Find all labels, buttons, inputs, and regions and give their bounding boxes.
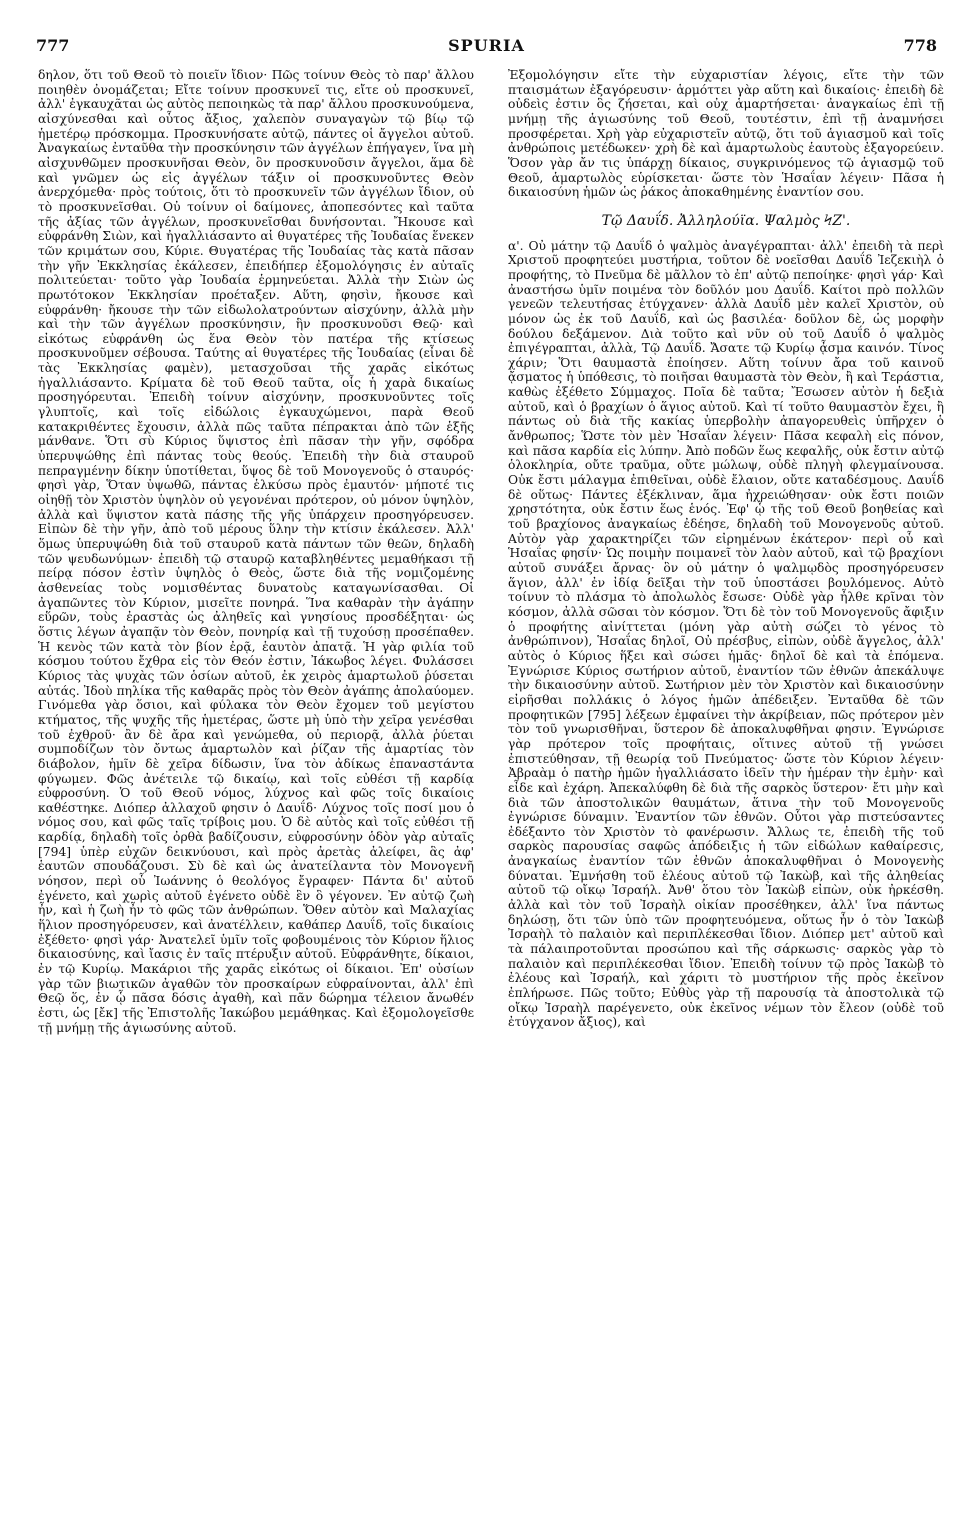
left-column xyxy=(38,68,474,1518)
right-column xyxy=(508,68,944,1518)
right-page-number: 778 xyxy=(903,36,937,55)
left-column-text: δηλον, ὅτι τοῦ Θεοῦ τὸ ποιεῖν ἴδιον· Πῶς τοίνυν Θεὸς τὸ παρ' ἄλλου ποιηθὲν ὀνομάζεται; Εἴτε τοίνυν προσκυνεῖ τις, εἴτε οὐ προσκυνεῖ, ἀλλ' ἐγκαυχᾶται ὡς αὐτὸς πεποιηκὼς τὰ παρ' ἄλλου προσκυνούμενα, αἰσχύνεσθαι καὶ οὗτος ἄξιος, χαλεπὸν συναγαγὼν τῷ βίῳ τῷ ἡμετέρῳ πρόσκομμα. Προσκυνήσατε αὐτῷ, πάντες οἱ ἄγγελοι αὐτοῦ. Ἀναγκαίως ἐνταῦθα τὴν προσκύνησιν τῶν ἀγγέλων ἐπήγαγεν, ἵνα μὴ αἰσχυνθῶμεν προσκυνῆσαι Θεὸν, ὃν προσκυνοῦσιν ἄγγελοι, ἅμα δὲ καὶ γνῶμεν ὡς εἰς ἀγγέλων τάξιν οἱ προσκυνοῦντες Θεὸν ἀνερχόμεθα· πρὸς τούτοις, ὅτι τὸ προσκυνεῖν τῶν ἀγγέλων ἴδιον, οὐ τὸ προσκυνεῖσθαι. Οὐ τοίνυν οἱ δαίμονες, ἀποπεσόντες καὶ ταῦτα τῆς ἀξίας τῶν ἀγγέλων, προσκυνεῖσθαι δυνήσονται. Ἤκουσε καὶ εὐφράνθη Σιὼν, καὶ ἠγαλλιάσαντο αἱ θυγατέρες τῆς Ἰουδαίας ἕνεκεν τῶν κριμάτων σου, Κύριε. Θυγατέρας τῆς Ἰουδαίας τὰς κατὰ πᾶσαν τὴν γῆν Ἐκκλησίας ἐκάλεσεν, ἐπειδήπερ ἐξομολόγησις ἐν αὐταῖς πολιτεύεται· τοῦτο γὰρ Ἰουδαία ἑρμηνεύεται. Ἀλλὰ τὴν Σιὼν ὡς πρωτότοκον Ἐκκλησίαν προέταξεν. Αὕτη, φησὶν, ἤκουσε καὶ εὐφράνθη· ἤκουσε τὴν τῶν εἰδωλολατρούντων αἰσχύνην, ἀλλὰ μὴν καὶ τὴν τῶν ἀγγέλων προσκύνησιν, ἣν προσκυνοῦσι Θεῷ· καὶ εἰκότως εὐφράνθη ὡς ἕνα Θεὸν τὸν πατέρα τῆς κτίσεως προσκυνοῦμεν σέβουσα. Ταύτης αἱ θυγατέρες τῆς Ἰουδαίας (εἶναι δὲ τὰς Ἐκκλησίας φαμὲν), μετασχοῦσαι τῆς χαρᾶς εἰκότως ἠγαλλιάσαντο. Κρίματα δὲ τοῦ Θεοῦ ταῦτα, οἷς ἡ χαρὰ δικαίως προσηγόρευται. Ἐπειδὴ τοίνυν αἰσχύνην, προσκυνοῦντες τοῖς γλυπτοῖς, καὶ τοῖς εἰδώλοις ἐγκαυχώμενοι, παρὰ Θεοῦ κατακριθέντες ἔχουσιν, ἀλλὰ πῶς ταῦτα πέπρακται ἀπὸ τῶν ἑξῆς μάνθανε. Ὅτι σὺ Κύριος ὕψιστος ἐπὶ πᾶσαν τὴν γῆν, σφόδρα ὑπερυψώθης ἐπὶ πάντας τοὺς θεούς. Ἐπειδὴ τὴν διὰ σταυροῦ πεπραγμένην δίκην ὑποτίθεται, ὕψος δὲ τοῦ Μονογενοῦς ὁ σταυρός· φησὶ γὰρ, Ὅταν ὑψωθῶ, πάντας ἑλκύσω πρὸς ἐμαυτόν· μήποτέ τις οἰηθῇ τὸν Χριστὸν ὑψηλὸν οὐ γεγονέναι πρότερον, οὐ μόνον ὑψηλὸν, ἀλλὰ καὶ ὕψιστον κατὰ πάσης τῆς γῆς ὑπάρχειν προσηγόρευσεν. Εἰπὼν δὲ τὴν γῆν, ἀπὸ τοῦ μέρους ὕλην τὴν κτίσιν ἐκάλεσεν. Ἀλλ' ὅμως ὑπερυψώθη διὰ τοῦ σταυροῦ κατὰ πάντων τῶν θεῶν, δηλαδὴ τῶν ψευδωνύμων· ἐπειδὴ τῷ σταυρῷ καταβληθέντες μεμαθήκασι τῇ πείρᾳ πόσον ἐστὶν ὑψηλὸς ὁ Θεὸς, ὥστε διὰ τῆς νομιζομένης ἀσθενείας τοὺς νομισθέντας δυνατοὺς καταγωνίσασθαι. Οἱ ἀγαπῶντες τὸν Κύριον, μισεῖτε πονηρά. Ἵνα καθαρὰν τὴν ἀγάπην εὕρῶν, τοὺς ἐραστὰς ὡς ἀληθεῖς καὶ γνησίους προσδέξηται· ὡς ὅστις λέγων ἀγαπᾷν τὸν Θεὸν, πονηρίᾳ καὶ τῇ τυχούσῃ προσέπαθεν. Ἡ κενὸς τῶν κατὰ τὸν βίον ἐρᾷ, ἑαυτὸν ἀπατᾷ. Ἡ γὰρ φιλία τοῦ κόσμου τούτου ἔχθρα εἰς τὸν Θεόν ἐστιν, Ἰάκωβος λέγει. Φυλάσσει Κύριος τὰς ψυχὰς τῶν ὁσίων αὐτοῦ, ἐκ χειρὸς ἁμαρτωλοῦ ῥύσεται αὐτάς. Ἰδοὺ πηλίκα τῆς καθαρᾶς πρὸς τὸν Θεὸν ἀγάπης ἀπολαύομεν. Γινόμεθα γὰρ ὅσιοι, καὶ φύλακα τὸν Θεὸν ἔχομεν τοῦ μεγίστου κτήματος, τῆς ψυχῆς τῆς ἡμετέρας, ὥστε μὴ ὑπὸ τὴν χεῖρα γενέσθαι τοῦ ἐχθροῦ· ἂν δὲ ἄρα καὶ γενώμεθα, οὐ περιορᾷ, ἀλλὰ ῥύεται συμποδίζων τὸν ὄντως ἁμαρτωλὸν καὶ ῥίζαν τῆς ἁμαρτίας τὸν διάβολον, ἡμῖν δὲ χεῖρα δίδωσιν, ἵνα τὸν ἀδίκως ἐπαναστάντα φύγωμεν. Φῶς ἀνέτειλε τῷ δικαίῳ, καὶ τοῖς εὐθέσι τῇ καρδίᾳ εὐφροσύνη. Ὁ τοῦ Θεοῦ νόμος, λύχνος καὶ φῶς τοῖς δικαίοις καθέστηκε. Διόπερ ἀλλαχοῦ φησιν ὁ Δαυΐδ· Λύχνος τοῖς ποσί μου ὁ νόμος σου, καὶ φῶς ταῖς τρίβοις μου. Ὁ δὲ αὐτὸς καὶ τοῖς εὐθέσι τῇ καρδίᾳ, δηλαδὴ τοῖς ὀρθὰ βαδίζουσιν, εὐφροσύνην ὁδὸν γὰρ αὐταῖς [794] ὑπὲρ εὐχῶν δεικνύουσι, καὶ πρὸς ἀρετὰς ἀλείφει, ἃς ἀφ' ἑαυτῶν σπουδάζουσι. Σὺ δὲ καὶ ὡς ἀνατείλαντα τὸν Μονογενῆ νόησον, περὶ οὗ Ἰωάννης ὁ θεολόγος ἔγραφεν· Πάντα δι' αὐτοῦ ἐγένετο, καὶ χωρὶς αὐτοῦ ἐγένετο οὐδὲ ἓν ὃ γέγονεν. Ἐν αὐτῷ ζωὴ ἦν, καὶ ἡ ζωὴ ἦν τὸ φῶς τῶν ἀνθρώπων. Ὅθεν αὐτὸν καὶ Μαλαχίας ἥλιον προσηγόρευσεν, καὶ ἀνατέλλειν, καθάπερ Δαυΐδ, τοῖς δικαίοις ἐξέθετο· φησὶ γάρ· Ἀνατελεῖ ὑμῖν τοῖς φοβουμένοις τὸν Κύριον ἥλιος δικαιοσύνης, καὶ ἴασις ἐν ταῖς πτέρυξιν αὐτοῦ. Εὐφράνθητε, δίκαιοι, ἐν τῷ Κυρίῳ. Μακάριοι τῆς χαρᾶς εἰκότως οἱ δίκαιοι. Ἐπ' οὐσίων γὰρ τῶν βιωτικῶν ἀγαθῶν τὸν προσκαίρων εὐφραίνονται, ἀλλ' ἐπὶ Θεῷ ὅς, ἐν ᾧ πᾶσα δόσις ἀγαθὴ, καὶ πᾶν δώρημα τέλειον ἄνωθέν ἐστι, ὡς [ἔκ] τῆς Ἐπιστολῆς Ἰακώβου μεμάθηκας. Καὶ ἐξομολογεῖσθε τῇ μνήμῃ τῆς ἁγιωσύνης αὐτοῦ. xyxy=(38,68,474,1035)
running-title: SPURIA xyxy=(448,36,525,55)
psalm-title: Τῷ Δαυΐδ. Ἀλληλούϊα. Ψαλμὸς ϞΖ'. xyxy=(601,212,851,229)
left-page-number: 777 xyxy=(36,36,70,55)
page-header xyxy=(36,36,937,60)
right-column-text-2: α'. Οὐ μάτην τῷ Δαυΐδ ὁ ψαλμὸς ἀναγέγραπται· ἀλλ' ἐπειδὴ τὰ περὶ Χριστοῦ προφητεύει μυστήρια, τοῦτον δὲ νοεῖσθαι Δαυΐδ Ἰεζεκιὴλ ὁ προφήτης, τὸ Πνεῦμα δὲ μᾶλλον τὸ ἐπ' αὐτῷ πεποίηκε· φησὶ γάρ· Καὶ ἀναστήσω ὑμῖν ποιμένα τὸν δοῦλόν μου Δαυΐδ. Καίτοι πρὸ πολλῶν γενεῶν τελευτήσας ἐτύγχανεν· ἀλλὰ Δαυΐδ μὲν καλεῖ Χριστὸν, οὐ μόνον ὡς ἐκ τοῦ Δαυΐδ, καὶ ὡς βασιλέα· δοῦλον δὲ, ὡς μορφὴν δούλου δεξάμενον. Διὰ τοῦτο καὶ νῦν οὐ τοῦ Δαυΐδ ὁ ψαλμὸς ἐπιγέγραπται, ἀλλὰ, Τῷ Δαυΐδ. Ἄσατε τῷ Κυρίῳ ᾆσμα καινόν. Τίνος χάριν; Ὅτι θαυμαστὰ ἐποίησεν. Αὕτη τοίνυν ἄρα τοῦ καινοῦ ᾄσματος ἡ ὑπόθεσις, τὸ ποιῆσαι θαυμαστὰ τὸν Θεὸν, ἢ καὶ Τεράστια, καθὼς ἐξέθετο Σύμμαχος. Ποῖα δὲ ταῦτα; Ἔσωσεν αὐτὸν ἡ δεξιὰ αὐτοῦ, καὶ ὁ βραχίων ὁ ἅγιος αὐτοῦ. Καὶ τί τοῦτο θαυμαστὸν ἔχει, ἢ πάντως οὐ διὰ τῆς κακίας ὑπερβολὴν ἀπαγορευθεὶς ὑπῆρχεν ὁ ἄνθρωπος; Ὥστε τὸν μὲν Ἡσαΐαν λέγειν· Πᾶσα κεφαλὴ εἰς πόνον, καὶ πᾶσα καρδία εἰς λύπην. Ἀπὸ ποδῶν ἕως κεφαλῆς, οὐκ ἔστιν αὐτῷ ὁλοκληρία, οὔτε τραῦμα, οὔτε μώλωψ, οὐδὲ πληγὴ φλεγμαίνουσα. Οὐκ ἔστι μάλαγμα ἐπιθεῖναι, οὐδὲ ἔλαιον, οὔτε καταδέσμους. Δαυΐδ δὲ οὕτως· Πάντες ἐξέκλιναν, ἅμα ἠχρειώθησαν· οὐκ ἔστι ποιῶν χρηστότητα, οὐκ ἔστιν ἕως ἑνός. Ἐφ' ᾧ τῆς τοῦ Θεοῦ βοηθείας καὶ τοῦ βραχίονος ἀναγκαίως ἐδέησε, δηλαδὴ τοῦ Μονογενοῦς αὐτοῦ. Αὐτὸν γὰρ χαρακτηρίζει τῶν εἰρημένων ἑκάτερον· περὶ οὗ καὶ Ἡσαΐας φησίν· Ὡς ποιμὴν ποιμανεῖ τὸν λαὸν αὐτοῦ, καὶ τῷ βραχίονι αὐτοῦ συνάξει ἄρνας· ὃν οὐ μάτην ὁ ψαλμῳδὸς προσηγόρευσεν ἅγιον, ἀλλ' ἐν ἰδίᾳ δεῖξαι τὴν τοῦ ὑποστάσει βουλόμενος. Αὐτὸ τοίνυν τὸ πλάσμα τὸ ἀπολωλὸς ἔσωσε· Οὐδὲ γὰρ ἦλθε κρῖναι τὸν κόσμον, ἀλλὰ σῶσαι τὸν κόσμον. Ὅτι δὲ τὸν τοῦ Μονογενοῦς ἄφιξιν ὁ προφήτης αἰνίττεται (μόνη γὰρ αὐτὴ σώζει τὸ γένος τὸ ἀνθρώπινον), Ἡσαΐας δηλοῖ, Οὐ πρέσβυς, εἰπὼν, οὐδὲ ἄγγελος, ἀλλ' αὐτὸς ὁ Κύριος ἥξει καὶ σώσει ἡμᾶς· δηλοῖ δὲ καὶ τὰ ἑπόμενα. Ἐγνώρισε Κύριος σωτήριον αὐτοῦ, ἐναντίον τῶν ἐθνῶν ἀπεκάλυψε τὴν δικαιοσύνην αὐτοῦ. Σωτήριον μὲν τὸν Χριστὸν καὶ δικαιοσύνην εἰρῆσθαι πολλάκις ὁ λόγος ἡμῶν ἀπέδειξεν. Ἐνταῦθα δὲ τῶν προφητικῶν [795] λέξεων ἐμφαίνει τὴν ἀκρίβειαν, πῶς πρότερον μὲν τὸν τοῦ γνωρισθῆναι, ὕστερον δὲ ἀποκαλυφθῆναι φησιν. Ἐγνώρισε γὰρ πρότερον τοῖς προφήταις, οἵτινες αὐτοῦ τῇ γνώσει ἐπιστεύθησαν, τῇ θεωρίᾳ τοῦ Πνεύματος· ὥστε τὸν Κύριον λέγειν· Ἀβραὰμ ὁ πατὴρ ἡμῶν ἠγαλλιάσατο ἰδεῖν τὴν ἡμέραν τὴν ἐμὴν· καὶ εἶδε καὶ ἐχάρη. Ἀπεκαλύφθη δὲ διὰ τῆς σαρκὸς ὕστερον· ἔτι μὴν καὶ διὰ τῶν ἀποστολικῶν θαυμάτων, ἅτινα τὴν τοῦ Μονογενοῦς ἐγνώρισε δύναμιν. Ἐναντίον τῶν ἐθνῶν. Οὗτοι γὰρ πιστεύσαντες ἐδέξαντο τὸν Χριστὸν τὸ φανέρωσιν. Ἄλλως τε, ἐπειδὴ τῆς τοῦ σαρκὸς παρουσίας σαφῶς ἀπόδειξις ἡ τῶν εἰδώλων καθαίρεσις, ἀναγκαίως ἐναντίον τῶν ἐθνῶν ἀποκαλυφθῆναι ὁ Μονογενὴς δύναται. Ἐμνήσθη τοῦ ἐλέους αὐτοῦ τῷ Ἰακὼβ, καὶ τῆς ἀληθείας αὐτοῦ τῷ οἴκῳ Ἰσραήλ. Ἀνθ' ὅτου τὸν Ἰακὼβ εἰπὼν, οὐκ ἠρκέσθη. ἀλλὰ καὶ τὸν τοῦ Ἰσραὴλ οἰκίαν προσέθηκεν, ἀλλ' ἵνα πάντως δηλώσῃ, ὅτι τῶν ὑπὸ τῶν προφητευόμενα, οὕτως ἦν ὁ τὸν Ἰακὼβ Ἰσραὴλ τὸ παλαιὸν καὶ περιπλέκεσθαι ἴδιον. Διόπερ μετ' αὐτοῦ καὶ τὰ πάλαιπροτοῦνται προσώπου καὶ τῆς σάρκωσις· σαρκὸς γὰρ τὸ παλαιὸν καὶ περιπλέκεσθαι ἴδιον. Ἐπειδὴ τοίνυν τῷ πρὸς Ἰακὼβ τὸ ἐλέους καὶ Ἰσραήλ, καὶ χάριτι τὸ μυστήριον τῆς πρὸς ἐκεῖνον ἐπλήρωσε. Πῶς τοῦτο; Εὐθὺς γὰρ τῇ παρουσίᾳ τὰ ἀποστολικὰ τῷ οἴκῳ Ἰσραὴλ παρέγενετο, οὐκ ἐκεῖνος νέμων τὸν ἔλεον (οὐδὲ τοῦ ἐτύγχανον ἄξιος), καὶ xyxy=(508,238,944,1030)
right-column-text-1: Ἐξομολόγησιν εἴτε τὴν εὐχαριστίαν λέγοις, εἴτε τὴν τῶν πταισμάτων ἐξαγόρευσιν· ἁρμόττει γὰρ αὕτη καὶ δικαίοις· ἐπειδὴ δὲ οὐδεὶς ἐστιν ὃς ζήσεται, καὶ οὐχ ἁμαρτήσεται· ἀναγκαίως ἐπὶ τῇ μνήμῃ τῆς ἁγιωσύνης τοῦ Θεοῦ, τουτέστιν, ἐπὶ τῇ ἀναμνήσει προσφέρεται. Χρὴ γὰρ εὐχαριστεῖν αὐτῷ, ὅτι τοῦ ἁγιασμοῦ καὶ τοῖς ἀνθρώποις μετέδωκεν· χρὴ δὲ καὶ ἁμαρτωλοὺς ἑαυτοὺς ἐξαγορεύειν. Ὅσον γὰρ ἄν τις ὑπάρχῃ δίκαιος, συγκρινόμενος τῷ ἁγιασμῷ τοῦ Θεοῦ, ἁμαρτωλὸς εὑρίσκεται· ὥστε τὸν Ἡσαΐαν λέγειν· Πᾶσα ἡ δικαιοσύνη ἡμῶν ὡς ῥάκος ἀποκαθημένης ἐναντίον σου. xyxy=(508,68,944,200)
